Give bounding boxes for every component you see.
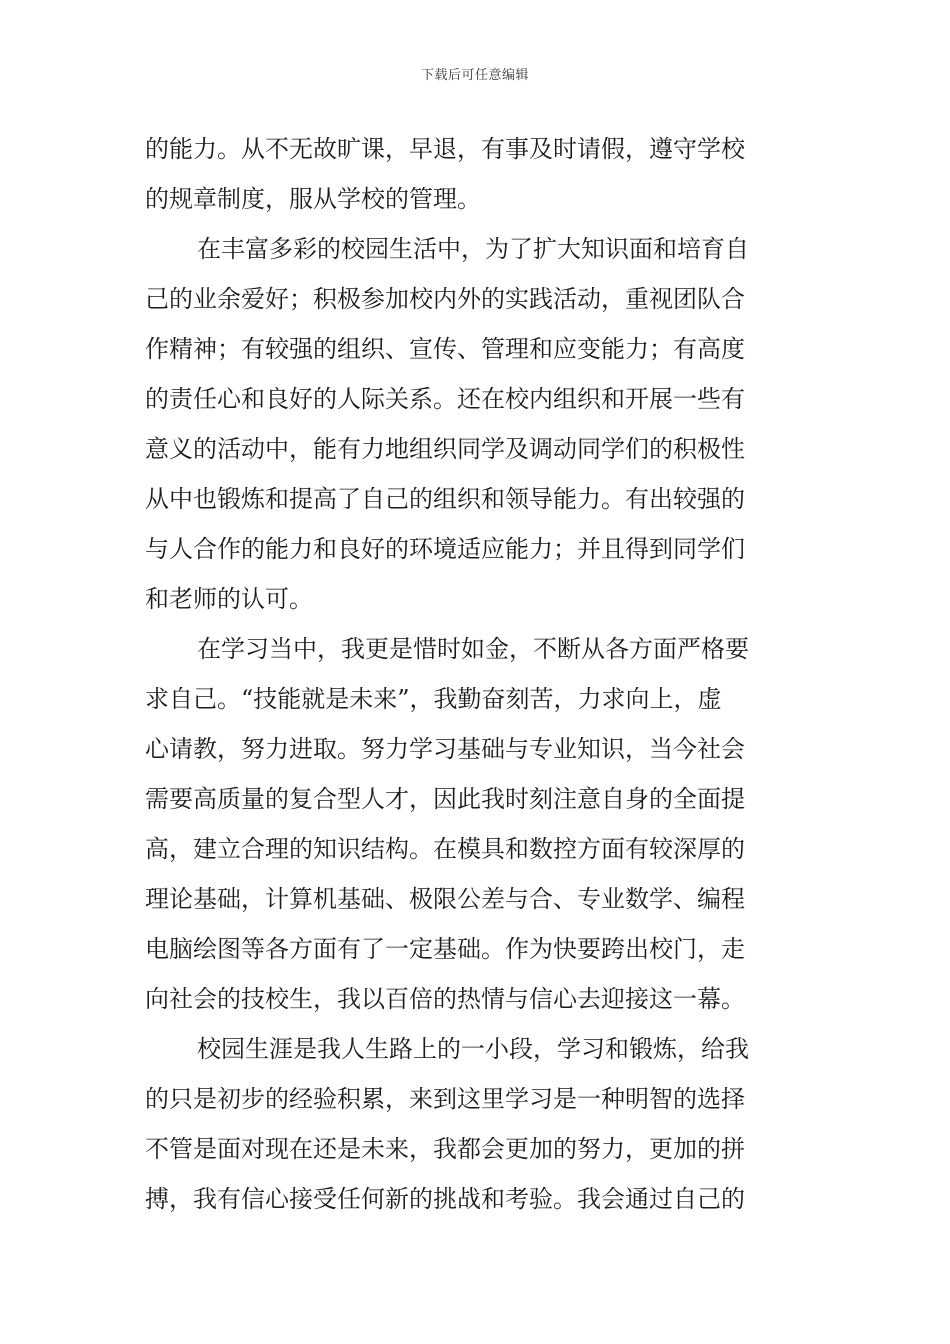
paragraph-start-line: 在丰富多彩的校园生活中，为了扩大知识面和培育自	[197, 235, 749, 263]
text-line: 意义的活动中，能有力地组织同学及调动同学们的积极性	[145, 435, 745, 463]
text-line: 向社会的技校生，我以百倍的热情与信心去迎接这一幕。	[145, 985, 745, 1013]
text-line: 理论基础，计算机基础、极限公差与合、专业数学、编程	[145, 885, 745, 913]
text-line: 不管是面对现在还是未来，我都会更加的努力，更加的拼	[145, 1135, 745, 1163]
document-body	[145, 124, 810, 1224]
text-line: 需要高质量的复合型人才，因此我时刻注意自身的全面提	[145, 785, 745, 813]
paragraph-start-line: 在学习当中，我更是惜时如金，不断从各方面严格要	[197, 635, 749, 663]
text-line: 电脑绘图等各方面有了一定基础。作为快要跨出校门，走	[145, 935, 745, 963]
text-line: 从中也锻炼和提高了自己的组织和领导能力。有出较强的	[145, 485, 745, 513]
text-line: 高，建立合理的知识结构。在模具和数控方面有较深厚的	[145, 835, 745, 863]
text-line: 求自己。“技能就是未来”，我勤奋刻苦，力求向上，虚	[145, 685, 722, 713]
text-line: 和老师的认可。	[145, 585, 313, 613]
text-line: 的能力。从不无故旷课，早退，有事及时请假，遵守学校	[145, 135, 745, 163]
text-line: 的只是初步的经验积累，来到这里学习是一种明智的选择	[145, 1085, 745, 1113]
text-line: 的责任心和良好的人际关系。还在校内组织和开展一些有	[145, 385, 745, 413]
text-line: 心请教，努力进取。努力学习基础与专业知识，当今社会	[145, 735, 745, 763]
page-header: 下载后可任意编辑	[420, 68, 529, 83]
text-line: 作精神；有较强的组织、宣传、管理和应变能力；有高度	[145, 335, 745, 363]
text-line: 的规章制度，服从学校的管理。	[145, 185, 481, 213]
text-line: 己的业余爱好；积极参加校内外的实践活动，重视团队合	[145, 285, 745, 313]
text-line: 搏，我有信心接受任何新的挑战和考验。我会通过自己的	[145, 1185, 745, 1213]
paragraph-start-line: 校园生涯是我人生路上的一小段，学习和锻炼，给我	[197, 1035, 749, 1063]
text-line: 与人合作的能力和良好的环境适应能力；并且得到同学们	[145, 535, 745, 563]
